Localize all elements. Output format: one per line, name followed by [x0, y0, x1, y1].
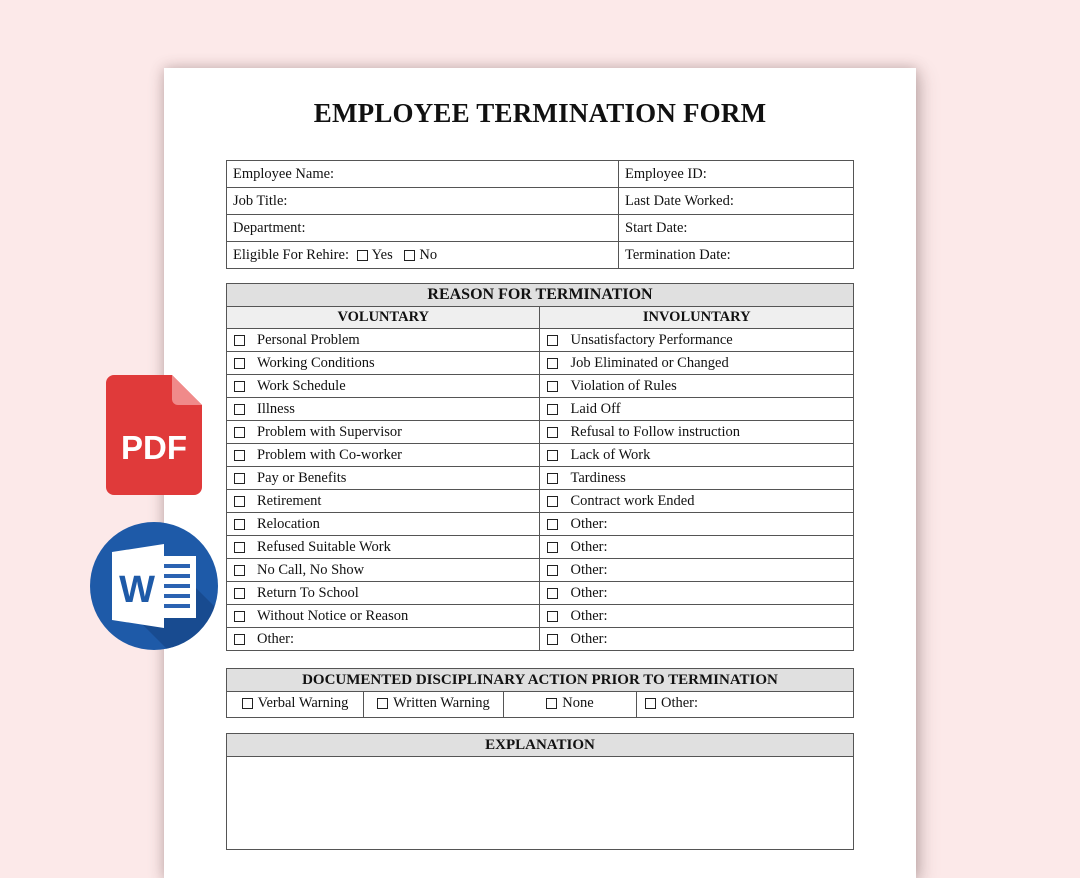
checkbox[interactable] [547, 450, 558, 461]
rehire-yes-checkbox[interactable] [357, 250, 368, 261]
involuntary-option-label: Other: [570, 584, 608, 601]
involuntary-option[interactable] [540, 490, 854, 513]
involuntary-option[interactable] [540, 536, 854, 559]
checkbox[interactable] [547, 542, 558, 553]
voluntary-option[interactable] [227, 605, 540, 628]
involuntary-option-label: Violation of Rules [570, 377, 677, 394]
checkbox[interactable] [546, 698, 557, 709]
involuntary-option-label: Other: [570, 561, 608, 578]
table-row [227, 398, 854, 421]
disc-option-label: None [562, 695, 594, 711]
employee-id-field[interactable]: Employee ID: [619, 161, 854, 188]
explanation-table [226, 733, 854, 850]
voluntary-option-label: Relocation [257, 515, 320, 532]
involuntary-option[interactable] [540, 444, 854, 467]
table-row [227, 421, 854, 444]
checkbox[interactable] [547, 611, 558, 622]
disciplinary-table [226, 668, 854, 718]
voluntary-option-label: Pay or Benefits [257, 469, 347, 486]
job-title-field[interactable]: Job Title: [227, 188, 619, 215]
checkbox[interactable] [547, 496, 558, 507]
checkbox[interactable] [234, 519, 245, 530]
checkbox[interactable] [234, 427, 245, 438]
voluntary-option-label: No Call, No Show [257, 561, 365, 578]
checkbox[interactable] [234, 588, 245, 599]
involuntary-option[interactable] [540, 582, 854, 605]
table-row [227, 215, 854, 242]
voluntary-option-label: Problem with Supervisor [257, 423, 402, 440]
checkbox[interactable] [377, 698, 388, 709]
checkbox[interactable] [234, 473, 245, 484]
checkbox[interactable] [234, 634, 245, 645]
table-row [227, 582, 854, 605]
voluntary-option-label: Illness [257, 400, 295, 417]
table-row [227, 605, 854, 628]
voluntary-option[interactable] [227, 513, 540, 536]
voluntary-option-label: Problem with Co-worker [257, 446, 402, 463]
table-row [227, 467, 854, 490]
checkbox[interactable] [234, 381, 245, 392]
voluntary-heading: VOLUNTARY [227, 307, 540, 329]
involuntary-option[interactable] [540, 421, 854, 444]
voluntary-option-label: Return To School [257, 584, 359, 601]
voluntary-option[interactable] [227, 490, 540, 513]
voluntary-option[interactable] [227, 375, 540, 398]
involuntary-option[interactable] [540, 329, 854, 352]
checkbox[interactable] [234, 611, 245, 622]
employee-info-table [226, 160, 854, 269]
eligible-rehire-field [227, 242, 619, 269]
table-row [227, 375, 854, 398]
checkbox[interactable] [234, 404, 245, 415]
involuntary-option[interactable] [540, 628, 854, 651]
checkbox[interactable] [547, 588, 558, 599]
voluntary-option[interactable] [227, 352, 540, 375]
involuntary-option-label: Other: [570, 607, 608, 624]
explanation-field[interactable] [227, 757, 854, 850]
form-title: EMPLOYEE TERMINATION FORM [313, 98, 767, 128]
checkbox[interactable] [547, 358, 558, 369]
involuntary-option-label: Other: [570, 538, 608, 555]
rehire-no-label: No [419, 246, 438, 263]
disciplinary-heading: DOCUMENTED DISCIPLINARY ACTION PRIOR TO TERMINATION [227, 669, 854, 692]
involuntary-option[interactable] [540, 352, 854, 375]
disc-option-label: Other: [661, 695, 699, 711]
last-date-worked-field[interactable]: Last Date Worked: [619, 188, 854, 215]
table-row [227, 242, 854, 269]
reason-table [226, 283, 854, 651]
voluntary-option-label: Without Notice or Reason [257, 607, 409, 624]
voluntary-option-label: Other: [257, 630, 295, 647]
voluntary-option-label: Work Schedule [257, 377, 346, 394]
involuntary-option-label: Laid Off [570, 400, 621, 417]
table-row [227, 188, 854, 215]
checkbox[interactable] [547, 473, 558, 484]
involuntary-option-label: Tardiness [570, 469, 626, 486]
table-row [227, 513, 854, 536]
checkbox[interactable] [234, 496, 245, 507]
involuntary-option[interactable] [540, 559, 854, 582]
table-row [227, 444, 854, 467]
involuntary-option[interactable] [540, 513, 854, 536]
involuntary-option-label: Lack of Work [570, 446, 651, 463]
disc-option-label: Verbal Warning [257, 695, 349, 711]
eligible-rehire-label: Eligible For Rehire: [233, 246, 349, 263]
voluntary-option[interactable] [227, 559, 540, 582]
rehire-no-checkbox[interactable] [404, 250, 415, 261]
explanation-heading: EXPLANATION [227, 734, 854, 757]
disc-option-label: Written Warning [393, 695, 490, 711]
involuntary-option-label: Unsatisfactory Performance [570, 331, 733, 348]
table-row [227, 161, 854, 188]
involuntary-option-label: Job Eliminated or Changed [570, 354, 729, 371]
voluntary-option[interactable] [227, 398, 540, 421]
involuntary-option-label: Contract work Ended [570, 492, 695, 509]
pdf-file-icon [106, 375, 202, 495]
involuntary-option-label: Other: [570, 515, 608, 532]
table-row [227, 559, 854, 582]
voluntary-option[interactable] [227, 329, 540, 352]
start-date-field[interactable]: Start Date: [619, 215, 854, 242]
checkbox[interactable] [547, 381, 558, 392]
involuntary-option[interactable] [540, 605, 854, 628]
word-label: W [119, 569, 155, 611]
checkbox[interactable] [645, 698, 656, 709]
department-field[interactable]: Department: [227, 215, 619, 242]
employee-name-field[interactable]: Employee Name: [227, 161, 619, 188]
voluntary-option-label: Retirement [257, 492, 322, 509]
rehire-yes-label: Yes [371, 246, 393, 263]
pdf-label: PDF [121, 429, 187, 466]
table-row [227, 490, 854, 513]
involuntary-option[interactable] [540, 467, 854, 490]
table-row [227, 536, 854, 559]
checkbox[interactable] [234, 358, 245, 369]
table-row [227, 628, 854, 651]
disc-option-none[interactable] [504, 692, 637, 718]
voluntary-option[interactable] [227, 421, 540, 444]
disc-option-other[interactable] [637, 692, 854, 718]
checkbox[interactable] [234, 450, 245, 461]
disc-option-verbal[interactable] [227, 692, 364, 718]
checkbox[interactable] [547, 519, 558, 530]
voluntary-option[interactable] [227, 582, 540, 605]
checkbox[interactable] [234, 565, 245, 576]
disc-option-written[interactable] [364, 692, 504, 718]
table-row [227, 329, 854, 352]
checkbox[interactable] [547, 427, 558, 438]
checkbox[interactable] [547, 404, 558, 415]
checkbox[interactable] [547, 335, 558, 346]
involuntary-option[interactable] [540, 375, 854, 398]
table-row [227, 352, 854, 375]
word-document-icon [90, 522, 218, 650]
checkbox[interactable] [234, 542, 245, 553]
voluntary-option[interactable] [227, 628, 540, 651]
checkbox[interactable] [547, 634, 558, 645]
involuntary-option[interactable] [540, 398, 854, 421]
reason-heading: REASON FOR TERMINATION [227, 284, 854, 307]
voluntary-option[interactable] [227, 444, 540, 467]
voluntary-option[interactable] [227, 536, 540, 559]
termination-date-field[interactable]: Termination Date: [619, 242, 854, 269]
voluntary-option-label: Personal Problem [257, 331, 360, 348]
checkbox[interactable] [234, 335, 245, 346]
involuntary-option-label: Refusal to Follow instruction [570, 423, 741, 440]
involuntary-heading: INVOLUNTARY [540, 307, 854, 329]
checkbox[interactable] [547, 565, 558, 576]
checkbox[interactable] [242, 698, 253, 709]
voluntary-option-label: Refused Suitable Work [257, 538, 391, 555]
table-row [227, 692, 854, 718]
voluntary-option-label: Working Conditions [257, 354, 375, 371]
involuntary-option-label: Other: [570, 630, 608, 647]
voluntary-option[interactable] [227, 467, 540, 490]
